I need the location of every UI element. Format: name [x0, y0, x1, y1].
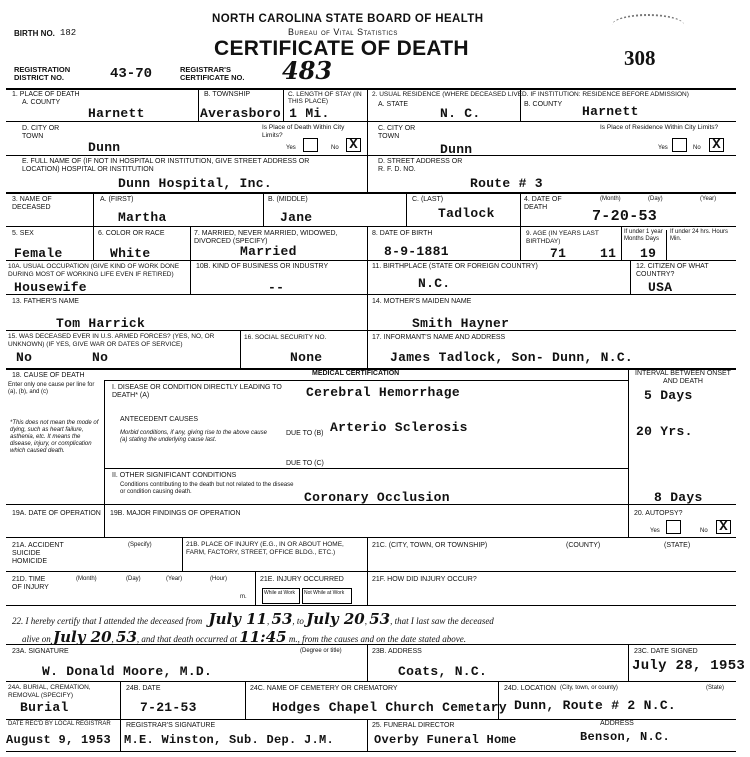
attest-comma-1: ,: [267, 616, 270, 626]
residence-limits-yes-box: [672, 138, 687, 152]
cause-label: 18. CAUSE OF DEATH: [12, 372, 85, 379]
residence-city-label: C. CITY OR TOWN: [378, 125, 416, 140]
residence-county: Harnett: [582, 104, 639, 119]
physician-address: Coats, N.C.: [398, 664, 488, 679]
attest-alive-date: July 20: [53, 628, 112, 646]
funeral-director-label: 25. FUNERAL DIRECTOR: [372, 722, 455, 729]
cause-other: Coronary Occlusion: [304, 490, 450, 505]
death-county-label: A. COUNTY: [22, 99, 61, 106]
last-name-label: C. (LAST): [412, 196, 444, 203]
last-name: Tadlock: [438, 206, 495, 221]
interval-label: INTERVAL BETWEEN ONSET AND DEATH: [635, 370, 731, 385]
funeral-director: Overby Funeral Home: [374, 733, 517, 747]
age-days: 19: [640, 246, 657, 261]
age-under1-label: If under 1 year Months Days: [624, 229, 663, 242]
autopsy-yes-box: [666, 520, 681, 534]
injury-state-label: (STATE): [664, 542, 691, 549]
registrar-certificate-label: REGISTRAR'S CERTIFICATE NO.: [180, 65, 245, 82]
ssn-label: 16. SOCIAL SECURITY NO.: [244, 334, 327, 341]
death-county: Harnett: [88, 106, 145, 121]
form-title: CERTIFICATE OF DEATH: [214, 37, 469, 60]
birthplace: N.C.: [418, 276, 451, 291]
how-injury-label: 21F. HOW DID INJURY OCCUR?: [372, 576, 477, 583]
residence-state-label: A. STATE: [378, 101, 409, 108]
marital-status: Married: [240, 244, 297, 259]
birth-no-value: 182: [60, 28, 77, 38]
attest-p2: , that I last saw the deceased: [390, 616, 494, 626]
birth-no-label: BIRTH NO.: [14, 29, 55, 38]
date-of-death-label: 4. DATE OF DEATH: [524, 196, 562, 211]
cause-a: Cerebral Hemorrhage: [306, 385, 460, 400]
sex: Female: [14, 246, 63, 261]
length-of-stay-label: C. LENGTH OF STAY (IN THIS PLACE): [288, 91, 362, 105]
father-name: Tom Harrick: [56, 316, 146, 331]
residence-city: Dunn: [440, 142, 473, 157]
accident-label: 21A. ACCIDENT SUICIDE HOMICIDE: [12, 542, 64, 565]
ssn: None: [290, 350, 323, 365]
residence-street-label: D. STREET ADDRESS OR R. F. D. NO.: [378, 158, 463, 173]
sex-label: 5. SEX: [12, 230, 34, 237]
attest-p4: m., from the causes and on the date stated above.: [288, 634, 466, 644]
cause-instructions: Enter only one cause per line for (a), (b), and (c): [8, 382, 95, 395]
registrar-certificate-value: 483: [282, 56, 333, 85]
business-label: 10B. KIND OF BUSINESS OR INDUSTRY: [196, 263, 329, 270]
first-name: Martha: [118, 210, 167, 225]
injury-year-label: (Year): [166, 576, 183, 582]
middle-name: Jane: [280, 210, 313, 225]
attest-comma-3: ,: [111, 634, 114, 644]
antecedent-label: ANTECEDENT CAUSES: [120, 416, 199, 423]
injury-m-label: m.: [240, 594, 247, 600]
birthplace-label: 11. BIRTHPLACE (STATE OR FOREIGN COUNTRY): [372, 263, 538, 270]
middle-name-label: B. (MIDDLE): [268, 196, 308, 203]
deceased-name-label: 3. NAME OF DECEASED: [12, 196, 52, 211]
attestation-line-2: [22, 628, 466, 646]
race-label: 6. COLOR OR RACE: [98, 230, 165, 237]
location-label: 24D. LOCATION: [504, 685, 556, 692]
part1-label: I. DISEASE OR CONDITION DIRECTLY LEADING TO DEATH* (A): [112, 384, 282, 399]
business: --: [268, 280, 285, 295]
funeral-address-label: ADDRESS: [600, 720, 634, 727]
injury-city-label: 21C. (CITY, TOWN, OR TOWNSHIP): [372, 542, 488, 549]
date-signed: July 28, 1953: [632, 658, 746, 674]
registration-district-value: 43-70: [110, 66, 153, 82]
received-stamp: [612, 14, 684, 36]
burial-location: Dunn, Route # 2 N.C.: [514, 698, 677, 713]
death-limits-yes-label: Yes: [286, 145, 296, 151]
cause-note: *This does not mean the mode of dying, such as heart failure, asthenia, etc. It means the disease, injury, or complication which caused death.: [10, 420, 99, 454]
date-received: August 9, 1953: [6, 733, 112, 747]
accident-specify-label: (Specify): [128, 542, 152, 548]
degree-label: (Degree or title): [300, 648, 342, 654]
armed-forces: No: [16, 350, 33, 365]
injury-county-label: (COUNTY): [566, 542, 601, 549]
occupation-label: 10A. USUAL OCCUPATION (GIVE KIND OF WORK DONE DURING MOST OF WORKING LIFE EVEN IF RETIRED): [8, 263, 180, 278]
attest-to-date: July 20: [306, 610, 365, 628]
attest-time: 11:45: [239, 628, 287, 646]
registrar-signature-label: REGISTRAR'S SIGNATURE: [126, 722, 216, 729]
first-name-label: A. (FIRST): [100, 196, 134, 203]
informant: James Tadlock, Son- Dunn, N.C.: [390, 350, 634, 365]
injury-occurred-label: 21E. INJURY OCCURRED: [260, 576, 344, 583]
location-sub-label: (City, town, or county): [560, 685, 618, 691]
cemetery-label: 24C. NAME OF CEMETERY OR CREMATORY: [250, 685, 398, 692]
dod-day-label: (Day): [648, 196, 663, 202]
part2-sub: Conditions contributing to the death but not related to the disease or condition causing death.: [120, 482, 294, 495]
age-years: 71: [550, 246, 567, 261]
death-limits-yes-box: [303, 138, 318, 152]
date-received-label: DATE REC'D BY LOCAL REGISTRAR: [8, 721, 111, 727]
dod-month-label: (Month): [600, 196, 621, 202]
attest-year-3: 53: [116, 628, 137, 646]
burial-date-label: 24B. DATE: [126, 685, 161, 692]
age-label: 9. AGE (IN YEARS LAST BIRTHDAY): [526, 230, 599, 245]
physician-signature: W. Donald Moore, M.D.: [42, 664, 213, 679]
age-under24-label: If under 24 hrs. Hours Min.: [670, 229, 729, 242]
burial-date: 7-21-53: [140, 700, 197, 715]
death-township: Averasboro 1 Mi.: [200, 106, 330, 121]
death-township-label: B. TOWNSHIP: [204, 91, 251, 98]
bureau-name: Bureau of Vital Statistics: [288, 27, 398, 37]
operation-findings-label: 19B. MAJOR FINDINGS OF OPERATION: [110, 510, 241, 517]
board-name: NORTH CAROLINA STATE BOARD OF HEALTH: [212, 13, 484, 25]
registrar-signature: M.E. Winston, Sub. Dep. J.M.: [124, 733, 335, 747]
death-city-label: D. CITY OR TOWN: [22, 125, 60, 140]
operation-date-label: 19A. DATE OF OPERATION: [12, 510, 101, 517]
birth-date: 8-9-1881: [384, 244, 449, 259]
death-within-limits-label: Is Place of Death Within City Limits?: [262, 124, 345, 139]
autopsy-label: 20. AUTOPSY?: [634, 510, 683, 517]
residence-label: 2. USUAL RESIDENCE (WHERE DECEASED LIVED. IF INSTITUTION: RESIDENCE BEFORE ADMISSION): [372, 91, 689, 98]
medical-section-label: MEDICAL CERTIFICATION: [312, 370, 400, 377]
race: White: [110, 246, 151, 261]
not-while-at-work-label: Not While at Work: [304, 590, 345, 596]
citizen: USA: [648, 280, 673, 295]
death-city: Dunn: [88, 140, 121, 155]
armed-forces-label: 15. WAS DECEASED EVER IN U.S. ARMED FORCES? (YES, NO, OR UNKNOWN) (IF YES, GIVE WAR OR DATES OF SERVICE): [8, 333, 215, 348]
autopsy-no-label: No: [700, 528, 708, 534]
cemetery: Hodges Chapel Church Cemetary: [272, 700, 507, 715]
attest-p3: , and that death occurred at: [136, 634, 238, 644]
date-signed-label: 23C. DATE SIGNED: [634, 648, 698, 655]
residence-limits-yes-label: Yes: [658, 145, 668, 151]
residence-county-label: B. COUNTY: [524, 101, 563, 108]
due-to-c-label: DUE TO (C): [286, 460, 324, 467]
father-label: 13. FATHER'S NAME: [12, 298, 79, 305]
birth-date-label: 8. DATE OF BIRTH: [372, 230, 433, 237]
autopsy-yes-label: Yes: [650, 528, 660, 534]
while-at-work-label: While at Work: [264, 590, 296, 596]
autopsy-no-box: X: [716, 520, 731, 534]
funeral-address: Benson, N.C.: [580, 730, 671, 744]
injury-time-label: 21D. TIME OF INJURY: [12, 576, 49, 591]
residence-within-limits-label: Is Place of Residence Within City Limits?: [600, 124, 719, 131]
physician-address-label: 23B. ADDRESS: [372, 648, 422, 655]
mother-label: 14. MOTHER'S MAIDEN NAME: [372, 298, 472, 305]
citizen-label: 12. CITIZEN OF WHAT COUNTRY?: [636, 263, 709, 278]
attest-p1: 22. I hereby certify that I attended the deceased from: [12, 616, 203, 626]
occupation: Housewife: [14, 280, 87, 295]
armed-forces-dates: No: [92, 350, 109, 365]
injury-month-label: (Month): [76, 576, 97, 582]
date-of-death: 7-20-53: [592, 208, 658, 225]
place-of-death-label: 1. PLACE OF DEATH: [12, 91, 80, 98]
hospital-label: E. FULL NAME OF (IF NOT IN HOSPITAL OR INSTITUTION, GIVE STREET ADDRESS OR LOCATION) HOSPITAL OR INSTITUTION: [22, 158, 310, 173]
stamp-number: 308: [624, 46, 656, 70]
informant-label: 17. INFORMANT'S NAME AND ADDRESS: [372, 334, 506, 341]
burial-label: 24A. BURIAL, CREMATION, REMOVAL (SPECIFY): [8, 684, 91, 699]
cause-b: Arterio Sclerosis: [330, 420, 468, 435]
signature-label: 23A. SIGNATURE: [12, 648, 69, 655]
attestation-line-1: [12, 610, 494, 628]
interval-other: 8 Days: [654, 490, 703, 505]
attest-to-label: , to: [292, 616, 304, 626]
marital-label: 7. MARRIED, NEVER MARRIED, WIDOWED, DIVORCED (SPECIFY): [194, 230, 338, 245]
residence-state: N. C.: [440, 106, 481, 121]
due-to-b-label: DUE TO (B): [286, 430, 324, 437]
location-state-label: (State): [706, 685, 725, 691]
attest-year-2: 53: [369, 610, 391, 628]
morbid-label: Morbid conditions, if any, giving rise to the above cause (a) stating the underlying cause last.: [120, 430, 267, 443]
injury-hour-label: (Hour): [210, 576, 228, 582]
attest-from-date: July 11: [208, 610, 268, 628]
residence-limits-no-label: No: [693, 145, 701, 151]
burial: Burial: [20, 700, 69, 715]
death-limits-no-box: X: [346, 138, 361, 152]
death-limits-no-label: No: [331, 145, 339, 151]
residence-limits-no-box: X: [709, 138, 724, 152]
injury-place-label: 21B. PLACE OF INJURY (E.G., IN OR ABOUT HOME, FARM, FACTORY, STREET, OFFICE BLDG., ETC.): [186, 541, 344, 556]
hospital-name: Dunn Hospital, Inc.: [118, 176, 272, 191]
injury-day-label: (Day): [126, 576, 141, 582]
attest-comma-2: ,: [364, 616, 367, 626]
registration-district-label: REGISTRATION DISTRICT NO.: [14, 65, 71, 82]
attest-alive-on-label: alive on: [22, 634, 51, 644]
part2-label: II. OTHER SIGNIFICANT CONDITIONS: [112, 472, 237, 479]
residence-street: Route # 3: [470, 176, 543, 191]
interval-a: 5 Days: [644, 388, 693, 403]
mother-name: Smith Hayner: [412, 316, 510, 331]
age-months: 11: [600, 246, 617, 261]
attest-year-1: 53: [271, 610, 293, 628]
dod-year-label: (Year): [700, 196, 717, 202]
interval-b: 20 Yrs.: [636, 424, 693, 439]
